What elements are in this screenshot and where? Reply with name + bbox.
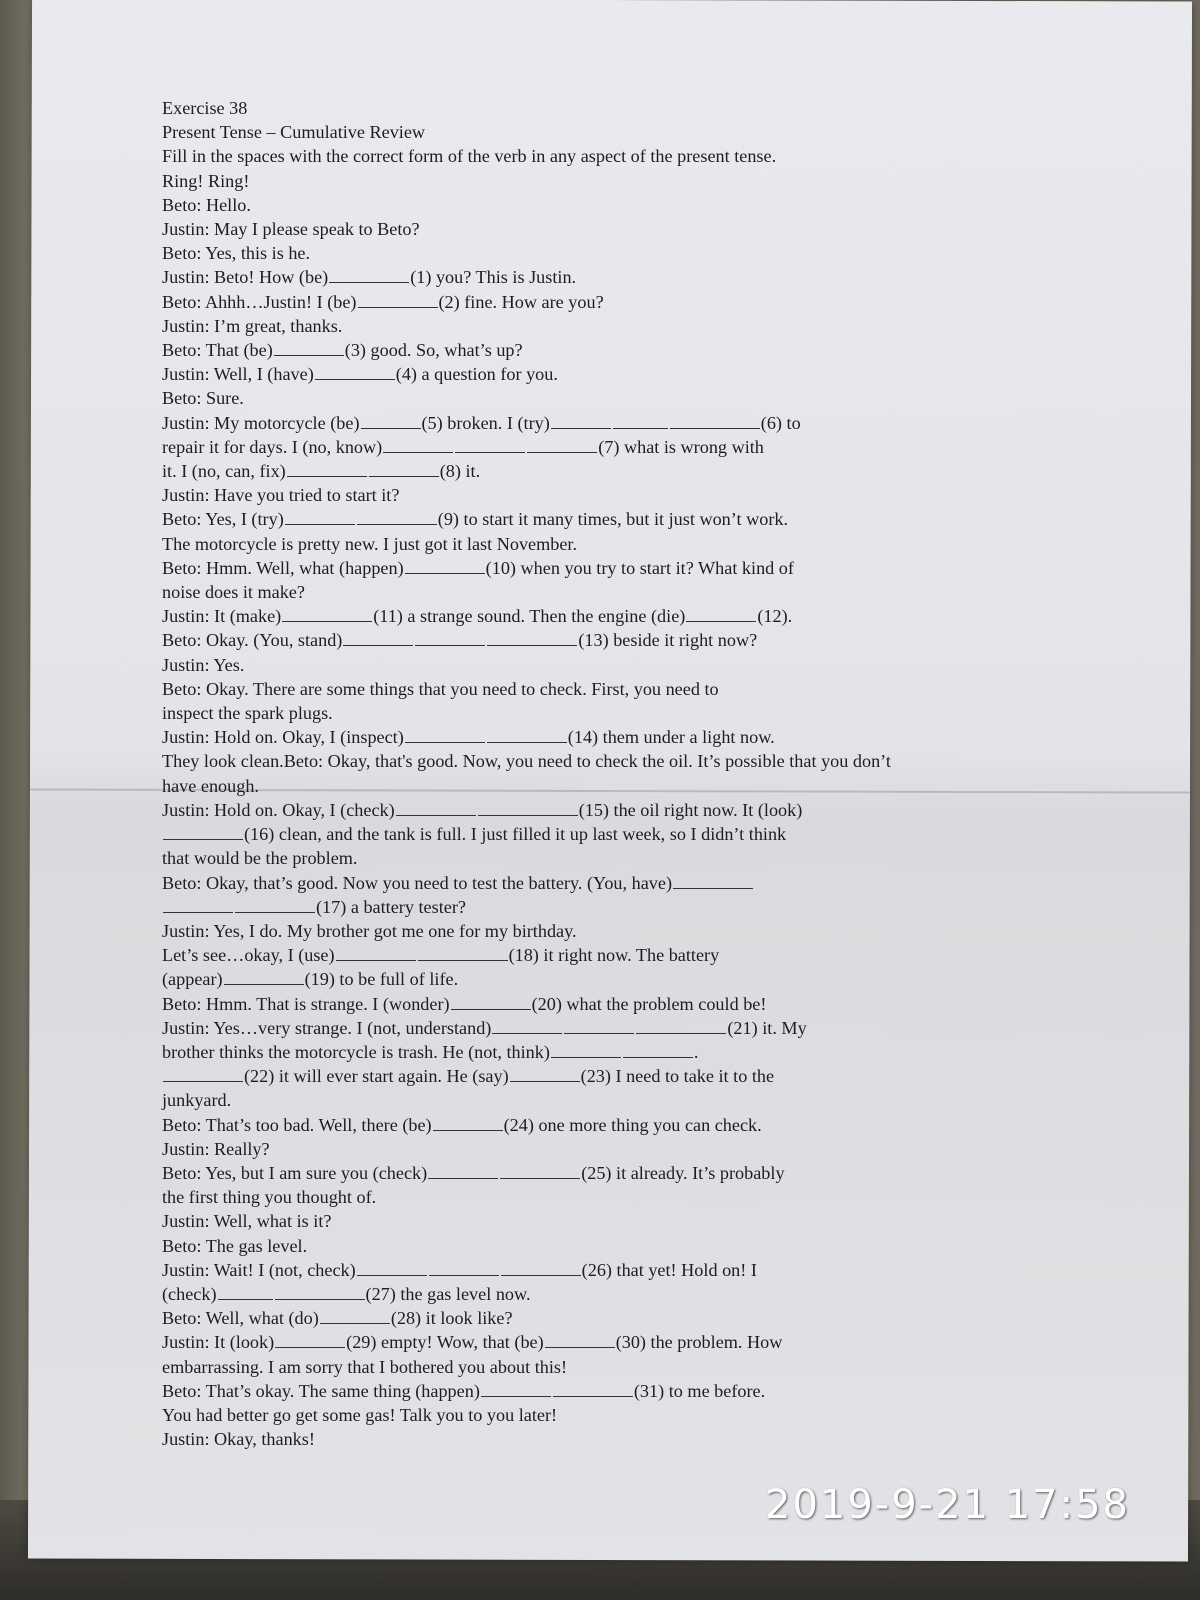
dialogue-line <box>162 1403 1062 1427</box>
dialogue-line <box>162 483 1062 507</box>
answer-blank <box>282 605 372 622</box>
line-text: (22) it will ever start again. He (say) <box>244 1066 509 1087</box>
line-text: it. I (no, can, fix) <box>162 461 286 482</box>
answer-blank <box>636 1017 726 1034</box>
answer-blank <box>451 993 531 1010</box>
line-text: (5) broken. I (try) <box>421 412 550 433</box>
line-text: that would be the problem. <box>162 848 358 869</box>
line-text: They look clean.Beto: Okay, that's good. Now, you need to check the oil. It’s possible that you don’t <box>162 751 891 772</box>
answer-blank <box>553 1380 633 1397</box>
answer-blank <box>429 1259 499 1276</box>
answer-blank <box>405 726 485 743</box>
line-text: (14) them under a light now. <box>567 727 775 748</box>
line-text: (19) to be full of life. <box>304 969 459 990</box>
dialogue-line <box>162 556 1062 580</box>
line-text: Beto: Hello. <box>162 194 251 215</box>
answer-blank <box>623 1041 693 1058</box>
worksheet-content <box>162 96 1062 1451</box>
exercise-title: Exercise 38 <box>162 98 248 118</box>
exercise-instructions: Fill in the spaces with the correct form of the verb in any aspect of the present tense. <box>162 146 777 167</box>
line-text: the first thing you thought of. <box>162 1187 377 1208</box>
dialogue-line <box>162 1113 1062 1137</box>
answer-blank <box>551 1041 621 1058</box>
answer-blank <box>673 872 753 889</box>
dialogue-line <box>162 1355 1062 1379</box>
answer-blank <box>361 412 421 429</box>
line-text: . <box>693 1041 699 1062</box>
answer-blank <box>500 1162 580 1179</box>
line-text: Beto: The gas level. <box>162 1235 308 1256</box>
dialogue-line <box>162 1016 1062 1040</box>
answer-blank <box>369 460 439 477</box>
line-text: Justin: I’m great, thanks. <box>162 315 343 336</box>
dialogue-line <box>162 459 1062 483</box>
answer-blank <box>218 1283 273 1300</box>
line-text: (2) fine. How are you? <box>438 291 604 312</box>
line-text: (15) the oil right now. It (look) <box>578 799 803 820</box>
line-text: Justin: Have you tried to start it? <box>162 485 400 506</box>
dialogue-line <box>162 749 1062 773</box>
line-text: Beto: Well, what (do) <box>162 1308 319 1329</box>
answer-blank <box>405 557 485 574</box>
dialogue-line <box>162 677 1062 701</box>
dialogue-line <box>162 1161 1062 1185</box>
dialogue-line <box>162 580 1062 604</box>
line-text: brother thinks the motorcycle is trash. He (not, think) <box>162 1041 550 1062</box>
line-text: Justin: Yes. <box>162 654 245 675</box>
answer-blank <box>551 412 611 429</box>
answer-blank <box>418 944 508 961</box>
line-text: Let’s see…okay, I (use) <box>162 945 335 966</box>
answer-blank <box>415 629 485 646</box>
answer-blank <box>428 1162 498 1179</box>
line-text: repair it for days. I (no, know) <box>162 436 383 457</box>
dialogue-line <box>162 725 1062 749</box>
answer-blank <box>285 508 355 525</box>
dialogue-line <box>162 1379 1062 1403</box>
answer-blank <box>235 896 315 913</box>
dialogue-line <box>162 653 1062 677</box>
line-text: (10) when you try to start it? What kind of <box>485 557 794 578</box>
line-text: (18) it right now. The battery <box>508 945 720 966</box>
answer-blank <box>224 968 304 985</box>
line-text: Justin: Really? <box>162 1138 270 1159</box>
dialogue-line <box>162 604 1062 628</box>
answer-blank <box>329 266 409 283</box>
dialogue-line <box>162 386 1062 410</box>
dialogue-line <box>162 628 1062 652</box>
dialogue-line <box>162 314 1062 338</box>
dialogue-line <box>162 1185 1062 1209</box>
line-text: Justin: Beto! How (be) <box>162 267 329 288</box>
line-text: (25) it already. It’s probably <box>581 1162 785 1183</box>
line-text: (11) a strange sound. Then the engine (die) <box>373 606 686 627</box>
dialogue-line <box>162 895 1062 919</box>
dialogue-line <box>162 992 1062 1016</box>
line-text: You had better go get some gas! Talk you to you later! <box>162 1404 558 1425</box>
line-text: Beto: Yes, but I am sure you (check) <box>162 1162 428 1183</box>
answer-blank <box>527 436 597 453</box>
answer-blank <box>481 1380 551 1397</box>
line-text: Beto: Yes, this is he. <box>162 243 311 264</box>
line-text: Justin: Well, I (have) <box>162 364 314 385</box>
line-text: Beto: Okay. (You, stand) <box>162 630 343 651</box>
line-text: (27) the gas level now. <box>365 1283 531 1304</box>
line-text: Beto: Yes, I (try) <box>162 509 284 530</box>
line-text: (7) what is wrong with <box>598 436 764 457</box>
exercise-subtitle: Present Tense – Cumulative Review <box>162 122 426 143</box>
line-text: (17) a battery tester? <box>316 896 466 917</box>
dialogue-line <box>162 241 1062 265</box>
line-text: Beto: Hmm. That is strange. I (wonder) <box>162 993 450 1014</box>
dialogue-line <box>162 846 1062 870</box>
dialogue-line <box>162 290 1062 314</box>
line-text: inspect the spark plugs. <box>162 703 333 724</box>
answer-blank <box>163 823 243 840</box>
line-text: Beto: Ahhh…Justin! I (be) <box>162 291 357 312</box>
answer-blank <box>357 508 437 525</box>
dialogue-line <box>162 1064 1062 1088</box>
dialogue-line <box>162 822 1062 846</box>
line-text: Justin: My motorcycle (be) <box>162 412 360 433</box>
line-text: noise does it make? <box>162 582 305 603</box>
photo-timestamp: 2019-9-21 17:58 <box>765 1482 1130 1528</box>
answer-blank <box>478 799 578 816</box>
dialogue-line <box>162 169 1062 193</box>
dialogue-line <box>162 1306 1062 1330</box>
line-text: Beto: Okay, that’s good. Now you need to test the battery. (You, have) <box>162 872 673 893</box>
line-text: Justin: Well, what is it? <box>162 1211 332 1232</box>
line-text: Justin: Yes…very strange. I (not, understand) <box>162 1017 492 1038</box>
dialogue-line <box>162 943 1062 967</box>
line-text: Justin: May I please speak to Beto? <box>162 219 420 240</box>
line-text: (23) I need to take it to the <box>580 1066 775 1087</box>
line-text: (3) good. So, what’s up? <box>344 340 523 361</box>
line-text: (6) to <box>760 412 801 433</box>
line-text: (4) a question for you. <box>395 364 558 385</box>
answer-blank <box>383 436 453 453</box>
line-text: Justin: It (make) <box>162 606 282 627</box>
line-text: Justin: Okay, thanks! <box>162 1429 315 1450</box>
dialogue-line <box>162 1258 1062 1282</box>
answer-blank <box>315 363 395 380</box>
line-text: Beto: Sure. <box>162 388 244 409</box>
dialogue-line <box>162 532 1062 556</box>
answer-blank <box>487 726 567 743</box>
answer-blank <box>163 896 233 913</box>
dialogue-line <box>162 701 1062 725</box>
dialogue-line <box>162 1282 1062 1306</box>
answer-blank <box>686 605 756 622</box>
answer-blank <box>274 339 344 356</box>
dialogue-line <box>162 362 1062 386</box>
answer-blank <box>501 1259 581 1276</box>
answer-blank <box>358 291 438 308</box>
dialogue-line <box>162 919 1062 943</box>
line-text: (26) that yet! Hold on! I <box>581 1259 757 1280</box>
answer-blank <box>287 460 367 477</box>
dialogue-line <box>162 967 1062 991</box>
dialogue-line <box>162 338 1062 362</box>
answer-blank <box>275 1283 365 1300</box>
line-text: Justin: Hold on. Okay, I (inspect) <box>162 727 404 748</box>
answer-blank <box>320 1307 390 1324</box>
dialogue-line <box>162 1209 1062 1233</box>
answer-blank <box>343 629 413 646</box>
line-text: Justin: Hold on. Okay, I (check) <box>162 799 395 820</box>
answer-blank <box>670 412 760 429</box>
dialogue-line <box>162 1040 1062 1064</box>
answer-blank <box>396 799 476 816</box>
dialogue-line <box>162 1234 1062 1258</box>
answer-blank <box>433 1114 503 1131</box>
line-text: (16) clean, and the tank is full. I just filled it up last week, so I didn’t think <box>244 824 787 845</box>
line-text: (30) the problem. How <box>615 1332 783 1353</box>
line-text: (13) beside it right now? <box>578 630 758 651</box>
dialogue-line <box>162 217 1062 241</box>
answer-blank <box>163 1065 243 1082</box>
answer-blank <box>492 1017 562 1034</box>
dialogue-line <box>162 798 1062 822</box>
line-text: (appear) <box>162 969 223 990</box>
answer-blank <box>613 412 668 429</box>
line-text: (12). <box>757 606 793 627</box>
line-text: (29) empty! Wow, that (be) <box>346 1332 544 1353</box>
line-text: Beto: Hmm. Well, what (happen) <box>162 557 404 578</box>
line-text: (9) to start it many times, but it just won’t work. <box>437 509 789 530</box>
line-text: junkyard. <box>162 1090 232 1111</box>
answer-blank <box>336 944 416 961</box>
dialogue-line <box>162 411 1062 435</box>
dialogue-line <box>162 1088 1062 1112</box>
line-text: (24) one more thing you can check. <box>503 1114 762 1135</box>
dialogue-line <box>162 265 1062 289</box>
line-text: Beto: That’s okay. The same thing (happen) <box>162 1380 480 1401</box>
line-text: The motorcycle is pretty new. I just got it last November. <box>162 533 578 554</box>
line-text: Beto: Okay. There are some things that you need to check. First, you need to <box>162 678 719 699</box>
line-text: (20) what the problem could be! <box>531 993 767 1014</box>
dialogue-line <box>162 774 1062 798</box>
line-text: (28) it look like? <box>390 1308 513 1329</box>
dialogue-line <box>162 507 1062 531</box>
dialogue-line <box>162 1137 1062 1161</box>
dialogue <box>162 169 1062 1452</box>
answer-blank <box>510 1065 580 1082</box>
dialogue-line <box>162 435 1062 459</box>
line-text: Beto: That’s too bad. Well, there (be) <box>162 1114 432 1135</box>
dialogue-line <box>162 1330 1062 1354</box>
line-text: (1) you? This is Justin. <box>410 267 577 288</box>
line-text: Justin: It (look) <box>162 1332 275 1353</box>
line-text: (8) it. <box>439 461 481 482</box>
answer-blank <box>545 1331 615 1348</box>
answer-blank <box>455 436 525 453</box>
line-text: Beto: That (be) <box>162 340 273 361</box>
line-text: (31) to me before. <box>633 1380 766 1401</box>
dialogue-line <box>162 1427 1062 1451</box>
line-text: have enough. <box>162 775 259 796</box>
answer-blank <box>564 1017 634 1034</box>
line-text: (21) it. My <box>727 1017 807 1038</box>
line-text: (check) <box>162 1283 217 1304</box>
answer-blank <box>487 629 577 646</box>
dialogue-line <box>162 871 1062 895</box>
answer-blank <box>357 1259 427 1276</box>
line-text: embarrassing. I am sorry that I bothered you about this! <box>162 1356 568 1377</box>
line-text: Justin: Wait! I (not, check) <box>162 1259 356 1280</box>
line-text: Ring! Ring! <box>162 170 250 191</box>
line-text: Justin: Yes, I do. My brother got me one for my birthday. <box>162 920 577 941</box>
answer-blank <box>275 1331 345 1348</box>
dialogue-line <box>162 193 1062 217</box>
